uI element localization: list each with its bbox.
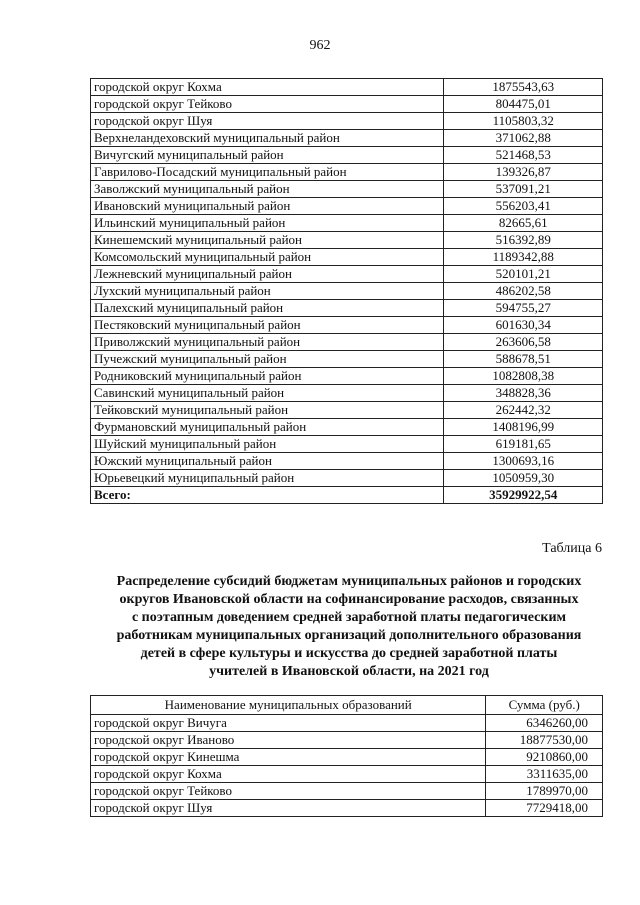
municipality-name: Шуйский муниципальный район [91, 436, 444, 453]
municipality-name: Лухский муниципальный район [91, 283, 444, 300]
table-row [91, 249, 603, 266]
table-row [91, 453, 603, 470]
municipality-name: Комсомольский муниципальный район [91, 249, 444, 266]
municipality-name: городской округ Кохма [91, 79, 444, 96]
municipality-name: городской округ Вичуга [91, 715, 486, 732]
subsidy-amount: 1408196,99 [444, 419, 603, 436]
municipality-name: городской округ Кинешма [91, 749, 486, 766]
municipality-name: городской округ Иваново [91, 732, 486, 749]
column-header-name: Наименование муниципальных образований [91, 696, 486, 715]
table-row [91, 419, 603, 436]
total-label: Всего: [91, 487, 444, 504]
subsidy-amount: 18877530,00 [486, 732, 603, 749]
table-row [91, 215, 603, 232]
table-row [91, 300, 603, 317]
table-row [91, 470, 603, 487]
municipality-name: Вичугский муниципальный район [91, 147, 444, 164]
subsidy-table-continuation [90, 78, 603, 504]
total-row [91, 487, 603, 504]
table-row [91, 164, 603, 181]
heading-line: учителей в Ивановской области, на 2021 год [209, 664, 489, 679]
municipality-name: Заволжский муниципальный район [91, 181, 444, 198]
subsidy-amount: 263606,58 [444, 334, 603, 351]
municipality-name: городской округ Шуя [91, 800, 486, 817]
municipality-name: Лежневский муниципальный район [91, 266, 444, 283]
subsidy-amount: 6346260,00 [486, 715, 603, 732]
table-row [91, 351, 603, 368]
subsidy-amount: 139326,87 [444, 164, 603, 181]
table-row [91, 800, 603, 817]
subsidy-amount: 9210860,00 [486, 749, 603, 766]
subsidy-amount: 537091,21 [444, 181, 603, 198]
subsidy-amount: 82665,61 [444, 215, 603, 232]
municipality-name: Пестяковский муниципальный район [91, 317, 444, 334]
subsidy-amount: 1875543,63 [444, 79, 603, 96]
heading-line: с поэтапным доведением средней заработной платы педагогическим [131, 610, 567, 625]
subsidy-amount: 594755,27 [444, 300, 603, 317]
heading-line: округов Ивановской области на софинансирование расходов, связанных [119, 592, 579, 607]
table-header-row [91, 696, 603, 715]
municipality-name: Верхнеландеховский муниципальный район [91, 130, 444, 147]
table-row [91, 368, 603, 385]
table-row [91, 130, 603, 147]
table-row [91, 266, 603, 283]
municipality-name: Ильинский муниципальный район [91, 215, 444, 232]
table-row [91, 317, 603, 334]
heading-line: Распределение субсидий бюджетам муниципальных районов и городских [116, 574, 582, 589]
subsidy-amount: 348828,36 [444, 385, 603, 402]
subsidy-amount: 1300693,16 [444, 453, 603, 470]
heading-line: работникам муниципальных организаций дополнительного образования [116, 628, 582, 643]
table-6-label: Таблица 6 [542, 541, 602, 556]
municipality-name: городской округ Тейково [91, 96, 444, 113]
subsidy-amount: 1789970,00 [486, 783, 603, 800]
table-row [91, 783, 603, 800]
municipality-name: Палехский муниципальный район [91, 300, 444, 317]
table-row [91, 283, 603, 300]
subsidy-amount: 486202,58 [444, 283, 603, 300]
subsidy-amount: 516392,89 [444, 232, 603, 249]
subsidy-amount: 262442,32 [444, 402, 603, 419]
municipality-name: Кинешемский муниципальный район [91, 232, 444, 249]
municipality-name: Тейковский муниципальный район [91, 402, 444, 419]
municipality-name: Ивановский муниципальный район [91, 198, 444, 215]
table-row [91, 436, 603, 453]
table-row [91, 113, 603, 130]
subsidy-amount: 619181,65 [444, 436, 603, 453]
table-row [91, 96, 603, 113]
heading-line: детей в сфере культуры и искусства до средней заработной платы [140, 646, 558, 661]
table-row [91, 147, 603, 164]
municipality-name: Родниковский муниципальный район [91, 368, 444, 385]
subsidy-amount: 1050959,30 [444, 470, 603, 487]
municipality-name: Южский муниципальный район [91, 453, 444, 470]
subsidy-amount: 1082808,38 [444, 368, 603, 385]
subsidy-amount: 1105803,32 [444, 113, 603, 130]
subsidy-amount: 1189342,88 [444, 249, 603, 266]
table-row [91, 385, 603, 402]
subsidy-amount: 3311635,00 [486, 766, 603, 783]
subsidy-amount: 520101,21 [444, 266, 603, 283]
table-6-heading [84, 573, 614, 681]
municipality-name: городской округ Шуя [91, 113, 444, 130]
municipality-name: Юрьевецкий муниципальный район [91, 470, 444, 487]
subsidy-amount: 601630,34 [444, 317, 603, 334]
column-header-sum: Сумма (руб.) [486, 696, 603, 715]
municipality-name: городской округ Кохма [91, 766, 486, 783]
municipality-name: Приволжский муниципальный район [91, 334, 444, 351]
table-row [91, 715, 603, 732]
table-row [91, 749, 603, 766]
municipality-name: городской округ Тейково [91, 783, 486, 800]
table-row [91, 732, 603, 749]
table-row [91, 402, 603, 419]
municipality-name: Гаврилово-Посадский муниципальный район [91, 164, 444, 181]
table-row [91, 198, 603, 215]
page-number: 962 [309, 38, 331, 53]
subsidy-amount: 588678,51 [444, 351, 603, 368]
subsidy-amount: 371062,88 [444, 130, 603, 147]
municipality-name: Пучежский муниципальный район [91, 351, 444, 368]
subsidy-amount: 556203,41 [444, 198, 603, 215]
table-row [91, 181, 603, 198]
table-row [91, 766, 603, 783]
table-row [91, 79, 603, 96]
municipality-name: Фурмановский муниципальный район [91, 419, 444, 436]
table-row [91, 334, 603, 351]
subsidy-amount: 7729418,00 [486, 800, 603, 817]
table-row [91, 232, 603, 249]
subsidy-amount: 804475,01 [444, 96, 603, 113]
table-6 [90, 695, 603, 817]
subsidy-amount: 521468,53 [444, 147, 603, 164]
total-amount: 35929922,54 [444, 487, 603, 504]
municipality-name: Савинский муниципальный район [91, 385, 444, 402]
